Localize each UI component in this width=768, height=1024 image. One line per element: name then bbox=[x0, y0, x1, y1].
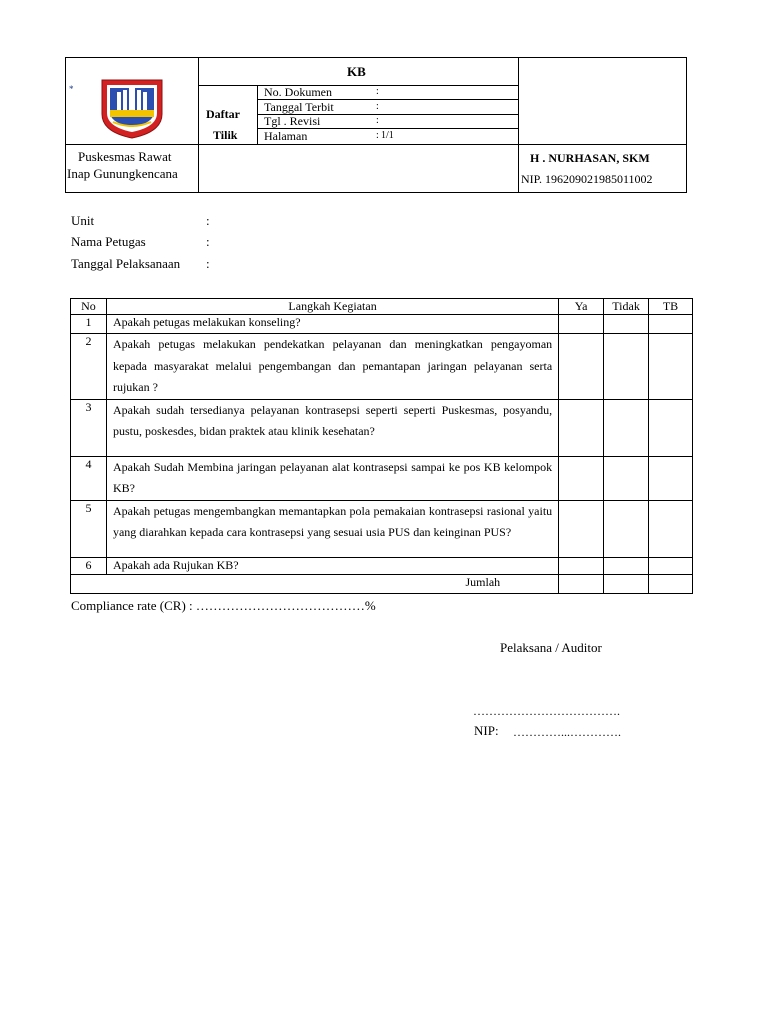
check-cell-tidak[interactable] bbox=[604, 557, 649, 574]
check-cell-ya[interactable] bbox=[559, 500, 604, 557]
check-cell-tidak[interactable] bbox=[604, 315, 649, 334]
row-number: 4 bbox=[71, 456, 107, 500]
row-question: Apakah ada Rujukan KB? bbox=[106, 557, 558, 574]
field-sep: : bbox=[206, 256, 210, 271]
field-sep: : bbox=[206, 213, 210, 228]
check-cell-tidak[interactable] bbox=[604, 456, 649, 500]
row-question: Apakah petugas melakukan pendekatkan pelayanan dan meningkatkan pengayoman kepada masyarakat melalui pengembangan dan pemantapan jaringan pelayanan serta rujukan ? bbox=[106, 334, 558, 400]
check-cell-ya[interactable] bbox=[559, 315, 604, 334]
signature-name-line[interactable]: ………………………………. bbox=[473, 704, 620, 718]
meta-sep: : bbox=[376, 101, 379, 112]
logo-mark: * bbox=[69, 84, 74, 94]
check-cell-tidak[interactable] bbox=[604, 399, 649, 456]
check-cell-ya[interactable] bbox=[559, 399, 604, 456]
field-label-nama-petugas: Nama Petugas bbox=[71, 234, 146, 249]
document-type-line1: Daftar bbox=[206, 107, 240, 121]
row-question: Apakah petugas mengembangkan memantapkan pola pemakaian kontrasepsi rasional yaitu yang diarahkan kepada cara kontrasepsi yang sesuai usia PUS dan keinginan PUS? bbox=[106, 500, 558, 557]
signer-name: H . NURHASAN, SKM bbox=[530, 151, 650, 165]
meta-label-no-dokumen: No. Dokumen bbox=[264, 85, 332, 99]
table-row bbox=[71, 500, 693, 557]
check-cell-tb[interactable] bbox=[649, 315, 693, 334]
table-total-row bbox=[71, 574, 693, 593]
row-question: Apakah Sudah Membina jaringan pelayanan alat kontrasepsi sampai ke pos KB kelompok KB? bbox=[106, 456, 558, 500]
meta-sep: : bbox=[376, 86, 379, 97]
check-cell-tb[interactable] bbox=[649, 399, 693, 456]
column-header-ya: Ya bbox=[559, 299, 604, 315]
column-header-tidak: Tidak bbox=[604, 299, 649, 315]
row-number: 3 bbox=[71, 399, 107, 456]
field-label-tanggal-pelaksanaan: Tanggal Pelaksanaan bbox=[71, 256, 181, 271]
meta-sep: : bbox=[376, 130, 379, 141]
meta-label-tgl-revisi: Tgl . Revisi bbox=[264, 114, 321, 128]
table-row bbox=[71, 334, 693, 400]
meta-value-halaman: 1/1 bbox=[381, 130, 394, 141]
checklist-table bbox=[70, 298, 693, 594]
field-label-unit: Unit bbox=[71, 213, 95, 228]
total-label: Jumlah bbox=[71, 574, 559, 593]
check-cell-tb[interactable] bbox=[649, 500, 693, 557]
meta-sep: : bbox=[376, 115, 379, 126]
check-cell-ya[interactable] bbox=[559, 557, 604, 574]
check-cell-tidak[interactable] bbox=[604, 500, 649, 557]
compliance-unit: % bbox=[364, 598, 376, 613]
organization-logo bbox=[97, 76, 167, 145]
signature-role: Pelaksana / Auditor bbox=[500, 640, 602, 655]
header-divider bbox=[198, 57, 199, 193]
check-cell-ya[interactable] bbox=[559, 334, 604, 400]
table-row bbox=[71, 456, 693, 500]
organization-name-line1: Puskesmas Rawat bbox=[78, 149, 172, 164]
organization-name-line2: Inap Gunungkencana bbox=[67, 166, 178, 181]
table-header-row bbox=[71, 299, 693, 315]
total-cell-tb[interactable] bbox=[649, 574, 693, 593]
check-cell-tidak[interactable] bbox=[604, 334, 649, 400]
row-number: 5 bbox=[71, 500, 107, 557]
column-header-no: No bbox=[71, 299, 107, 315]
check-cell-tb[interactable] bbox=[649, 334, 693, 400]
header-divider bbox=[198, 85, 518, 86]
signature-nip-dots[interactable]: …………...…………. bbox=[513, 725, 621, 739]
field-sep: : bbox=[206, 234, 210, 249]
header-divider bbox=[518, 57, 519, 193]
document-title: KB bbox=[347, 64, 366, 79]
compliance-rate-line bbox=[71, 599, 376, 613]
total-cell-ya[interactable] bbox=[559, 574, 604, 593]
column-header-step: Langkah Kegiatan bbox=[106, 299, 558, 315]
document-type-line2: Tilik bbox=[213, 128, 238, 142]
signature-nip-label: NIP: bbox=[474, 723, 499, 738]
row-question: Apakah petugas melakukan konseling? bbox=[106, 315, 558, 334]
row-question: Apakah sudah tersedianya pelayanan kontrasepsi seperti seperti Puskesmas, posyandu, pustu, poskesdes, bidan praktek atau klinik kesehatan? bbox=[106, 399, 558, 456]
table-row bbox=[71, 315, 693, 334]
meta-label-tanggal-terbit: Tanggal Terbit bbox=[264, 100, 334, 114]
meta-label-halaman: Halaman bbox=[264, 129, 308, 143]
compliance-dots[interactable]: ………………………………… bbox=[195, 598, 365, 613]
table-row bbox=[71, 557, 693, 574]
row-number: 1 bbox=[71, 315, 107, 334]
total-cell-tidak[interactable] bbox=[604, 574, 649, 593]
check-cell-tb[interactable] bbox=[649, 456, 693, 500]
check-cell-ya[interactable] bbox=[559, 456, 604, 500]
check-cell-tb[interactable] bbox=[649, 557, 693, 574]
table-row bbox=[71, 399, 693, 456]
signer-nip: NIP. 196209021985011002 bbox=[521, 172, 653, 186]
compliance-label: Compliance rate (CR) : bbox=[71, 598, 193, 613]
column-header-tb: TB bbox=[649, 299, 693, 315]
row-number: 6 bbox=[71, 557, 107, 574]
row-number: 2 bbox=[71, 334, 107, 400]
